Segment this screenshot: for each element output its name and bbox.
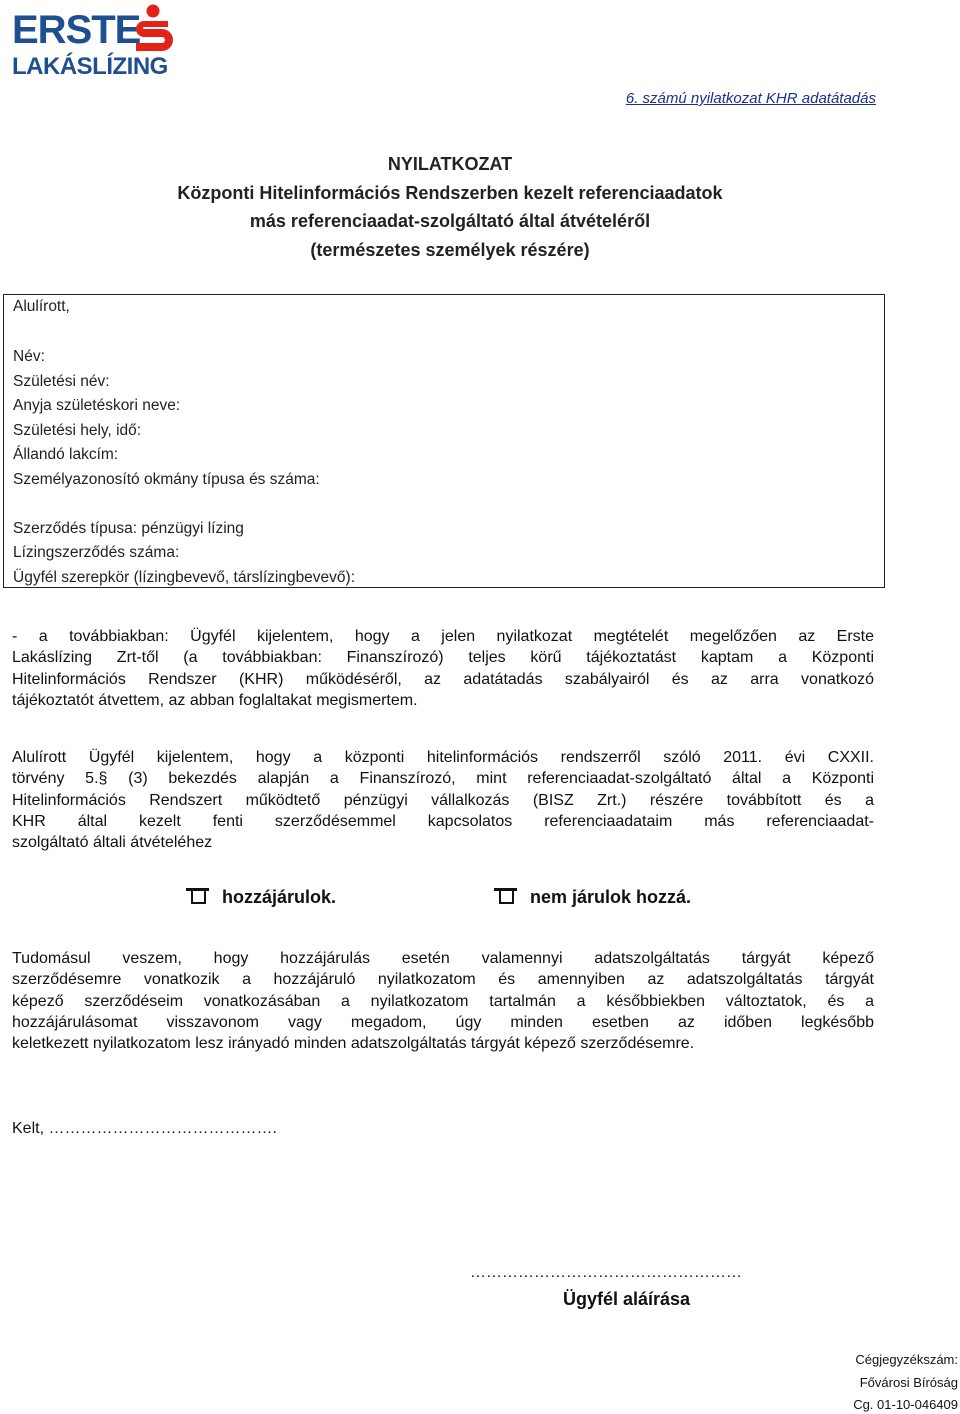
paragraph-line: - a továbbiakban: Ügyfél kijelentem, hogy a jelen nyilatkozat megtételét megelőzően az Erste bbox=[12, 628, 874, 645]
document-title bbox=[0, 150, 900, 264]
field-okmany: Személyazonosító okmány típusa és száma: bbox=[13, 471, 320, 488]
paragraph-line: képező szerződéseim vonatkozásában a nyilatkozatom tartalmán a későbbiekben változtatok, és a bbox=[12, 992, 874, 1010]
kelt-date-line: Kelt, ……………………………………. bbox=[12, 1120, 277, 1137]
consent-checkbox[interactable] bbox=[191, 889, 206, 904]
footer-birosag: Fővárosi Bíróság bbox=[859, 1375, 958, 1390]
form-intro: Alulírott, bbox=[13, 298, 70, 315]
paragraph-tudomasul bbox=[12, 948, 874, 1054]
paragraph-line: Hitelinformációs Rendszer (KHR) működéséről, az adatátadás szabályairól és az arra vonatkozó bbox=[12, 670, 874, 688]
field-szuletesi-hely-ido: Születési hely, idő: bbox=[13, 422, 142, 439]
paragraph-line: tájékoztatót átvettem, az abban foglaltakat megismertem. bbox=[12, 691, 418, 709]
field-allando-lakcim: Állandó lakcím: bbox=[13, 446, 119, 463]
title-line-1: NYILATKOZAT bbox=[387, 154, 513, 174]
field-ugyfel-szerepkor: Ügyfél szerepkör (lízingbevevő, társlízingbevevő): bbox=[13, 569, 356, 586]
paragraph-line: Alulírott Ügyfél kijelentem, hogy a központi hitelinformációs rendszerről szóló 2011. évi CXXII. bbox=[12, 749, 874, 766]
paragraph-line: törvény 5.§ (3) bekezdés alapján a Finanszírozó, mint referenciaadat-szolgáltató által a Központi bbox=[12, 770, 874, 788]
logo-sub-text: LAKÁSLÍZING bbox=[12, 53, 168, 80]
decline-option[interactable] bbox=[499, 887, 691, 908]
field-szerzodes-tipusa: Szerződés típusa: pénzügyi lízing bbox=[13, 520, 244, 537]
paragraph-line: szerződésemre vonatkozik a hozzájáruló nyilatkozatom és amennyiben az adatszolgáltatás tárgyát bbox=[12, 971, 874, 989]
title-line-2: Központi Hitelinformációs Rendszerben kezelt referenciaadatok bbox=[177, 182, 723, 203]
decline-label: nem járulok hozzá. bbox=[530, 887, 692, 907]
title-line-4: (természetes személyek részére) bbox=[310, 239, 590, 260]
paragraph-line: Tudomásul veszem, hogy hozzájárulás esetén valamennyi adatszolgáltatás tárgyát képező bbox=[12, 950, 874, 967]
consent-option[interactable] bbox=[191, 887, 336, 908]
signature-dotted-line: …………………………………………… bbox=[470, 1264, 742, 1281]
paragraph-line: KHR által kezelt fenti szerződésemmel kapcsolatos referenciaadataim más referenciaadat- bbox=[12, 812, 874, 830]
logo-brand-text: ERSTE bbox=[12, 8, 141, 52]
paragraph-line: Hitelinformációs Rendszert működtető pénzügyi vállalkozás (BISZ Zrt.) részére továbbított és a bbox=[12, 791, 874, 809]
footer-cg-number: Cg. 01-10-046409 bbox=[853, 1397, 958, 1412]
title-line-3: más referenciaadat-szolgáltató által átvételéről bbox=[249, 211, 651, 231]
footer-cegjegyzekszam: Cégjegyzékszám: bbox=[855, 1352, 958, 1367]
signature-label: Ügyfél aláírása bbox=[563, 1289, 691, 1309]
field-anyja-neve: Anyja születéskori neve: bbox=[13, 397, 181, 414]
paragraph-line: szolgáltató általi átvételéhez bbox=[12, 834, 213, 852]
field-lizingszerzodes-szama: Lízingszerződés száma: bbox=[13, 544, 180, 561]
document-reference: 6. számú nyilatkozat KHR adatátadás bbox=[625, 90, 876, 107]
field-szuletesi-nev: Születési név: bbox=[13, 373, 110, 390]
consent-label: hozzájárulok. bbox=[222, 887, 337, 907]
erste-lakaslizing-logo bbox=[12, 4, 178, 82]
personal-data-box bbox=[3, 294, 885, 588]
field-nev: Név: bbox=[13, 348, 45, 365]
erste-s-mark-icon bbox=[130, 4, 176, 54]
paragraph-nyilatkozat bbox=[12, 747, 874, 853]
paragraph-tajekoztatas bbox=[12, 626, 874, 711]
decline-checkbox[interactable] bbox=[499, 889, 514, 904]
paragraph-line: hozzájárulásomat visszavonom vagy megadom, úgy minden esetben az időben legkésőbb bbox=[12, 1013, 874, 1031]
paragraph-line: Lakáslízing Zrt-től (a továbbiakban: Finanszírozó) teljes körű tájékoztatást kaptam a Központi bbox=[12, 649, 874, 667]
paragraph-line: keletkezett nyilatkozatom lesz irányadó minden adatszolgáltatás tárgyát képező szerződésemre. bbox=[12, 1035, 695, 1053]
